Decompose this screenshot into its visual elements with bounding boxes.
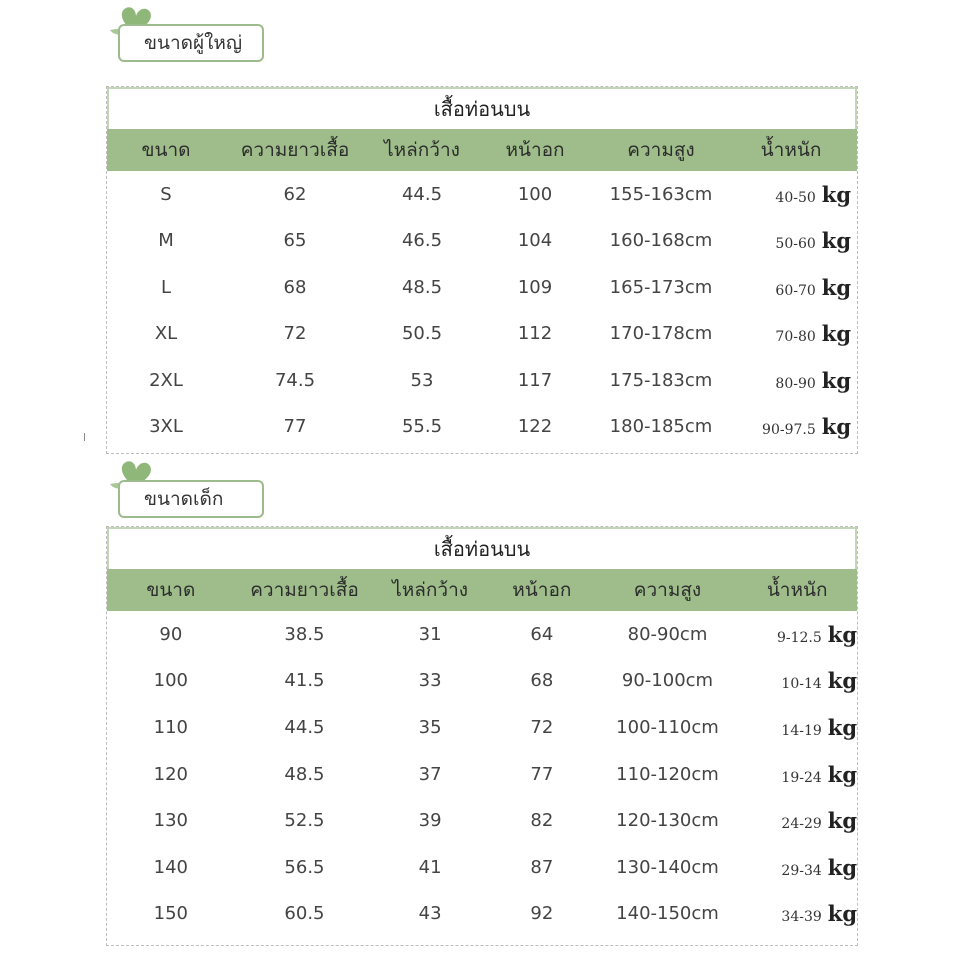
adult-size-table	[106, 86, 858, 454]
kids-rows	[107, 611, 857, 937]
weight-unit: kg	[827, 621, 857, 647]
table-row	[107, 844, 857, 891]
cell-size: 3XL	[149, 416, 183, 438]
header-shoulder: ไหล่กว้าง	[392, 579, 469, 601]
cell-height: 170-178cm	[609, 323, 713, 345]
cell-weight	[731, 321, 851, 346]
adult-table-title: เสื้อท่อนบน	[107, 87, 857, 129]
cell-size: XL	[154, 323, 178, 345]
cell-length: 38.5	[284, 623, 325, 645]
weight-range: 80-90	[775, 375, 816, 392]
weight-range: 34-39	[781, 909, 822, 926]
weight-range: 9-12.5	[776, 629, 822, 646]
cell-size: 2XL	[149, 369, 183, 391]
cell-weight	[737, 855, 857, 880]
cell-size: 140	[153, 856, 188, 878]
cell-height: 160-168cm	[609, 230, 713, 252]
weight-unit: kg	[827, 808, 857, 834]
cell-size: S	[160, 183, 172, 205]
cell-chest: 104	[517, 230, 553, 252]
cell-size: 100	[153, 670, 188, 692]
weight-unit: kg	[821, 228, 851, 254]
cell-shoulder: 35	[418, 716, 442, 738]
weight-range: 40-50	[775, 189, 816, 206]
cell-height: 140-150cm	[616, 903, 719, 925]
adult-rows	[107, 171, 857, 450]
cell-weight	[731, 368, 851, 393]
cell-length: 52.5	[284, 810, 325, 832]
adult-header-row	[107, 129, 857, 171]
stray-mark	[84, 433, 85, 441]
table-row	[107, 404, 857, 451]
kids-label: ขนาดเด็ก	[118, 480, 264, 518]
cell-shoulder: 43	[418, 903, 442, 925]
cell-height: 180-185cm	[609, 416, 713, 438]
cell-chest: 82	[530, 810, 554, 832]
adult-label: ขนาดผู้ใหญ่	[118, 24, 264, 62]
cell-weight	[737, 762, 857, 787]
weight-unit: kg	[827, 854, 857, 880]
cell-shoulder: 41	[418, 856, 442, 878]
weight-unit: kg	[821, 367, 851, 393]
weight-unit: kg	[821, 274, 851, 300]
cell-size: 150	[153, 903, 188, 925]
cell-weight	[737, 901, 857, 926]
cell-size: M	[158, 230, 174, 252]
table-row	[107, 218, 857, 265]
weight-range: 19-24	[781, 769, 822, 786]
cell-height: 175-183cm	[609, 369, 713, 391]
cell-length: 44.5	[284, 716, 325, 738]
cell-length: 77	[283, 416, 307, 438]
table-row	[107, 704, 857, 751]
cell-chest: 117	[517, 369, 553, 391]
cell-shoulder: 48.5	[401, 276, 443, 298]
weight-range: 60-70	[775, 282, 816, 299]
cell-height: 130-140cm	[616, 856, 719, 878]
cell-weight	[737, 668, 857, 693]
weight-unit: kg	[827, 761, 857, 787]
cell-height: 110-120cm	[616, 763, 719, 785]
cell-shoulder: 50.5	[401, 323, 443, 345]
cell-size: 90	[159, 623, 183, 645]
header-height: ความสูง	[627, 139, 695, 161]
kids-header-row	[107, 569, 857, 611]
table-row	[107, 751, 857, 798]
cell-shoulder: 46.5	[401, 230, 443, 252]
cell-chest: 68	[530, 670, 554, 692]
table-row	[107, 171, 857, 218]
cell-height: 100-110cm	[616, 716, 719, 738]
cell-height: 120-130cm	[616, 810, 719, 832]
cell-weight	[737, 622, 857, 647]
cell-length: 56.5	[284, 856, 325, 878]
cell-size: 120	[153, 763, 188, 785]
table-row	[107, 264, 857, 311]
cell-chest: 112	[517, 323, 553, 345]
header-chest: หน้าอก	[505, 139, 565, 161]
cell-chest: 100	[517, 183, 553, 205]
table-row	[107, 797, 857, 844]
weight-unit: kg	[827, 901, 857, 927]
cell-shoulder: 55.5	[401, 416, 443, 438]
cell-shoulder: 37	[418, 763, 442, 785]
header-size: ขนาด	[141, 139, 191, 161]
weight-range: 70-80	[775, 329, 816, 346]
cell-shoulder: 33	[418, 670, 442, 692]
weight-range: 50-60	[775, 236, 816, 253]
weight-range: 24-29	[781, 816, 822, 833]
header-size: ขนาด	[146, 579, 196, 601]
cell-length: 74.5	[274, 369, 316, 391]
kids-size-table	[106, 526, 858, 946]
cell-height: 165-173cm	[609, 276, 713, 298]
weight-range: 29-34	[781, 862, 822, 879]
cell-chest: 87	[530, 856, 554, 878]
cell-weight	[737, 808, 857, 833]
header-weight: น้ำหนัก	[760, 139, 822, 161]
header-shoulder: ไหล่กว้าง	[384, 139, 460, 161]
table-row	[107, 357, 857, 404]
weight-unit: kg	[821, 321, 851, 347]
cell-length: 62	[283, 183, 307, 205]
kids-table-title: เสื้อท่อนบน	[107, 527, 857, 569]
weight-unit: kg	[827, 714, 857, 740]
header-chest: หน้าอก	[512, 579, 572, 601]
cell-shoulder: 44.5	[401, 183, 443, 205]
cell-chest: 72	[530, 716, 554, 738]
cell-height: 80-90cm	[627, 623, 708, 645]
cell-weight	[737, 715, 857, 740]
cell-size: L	[160, 276, 172, 298]
table-row	[107, 658, 857, 705]
weight-unit: kg	[827, 668, 857, 694]
cell-height: 90-100cm	[621, 670, 714, 692]
cell-chest: 77	[530, 763, 554, 785]
cell-length: 48.5	[284, 763, 325, 785]
table-row	[107, 891, 857, 938]
header-height: ความสูง	[633, 579, 702, 601]
cell-length: 60.5	[284, 903, 325, 925]
cell-length: 41.5	[284, 670, 325, 692]
cell-weight	[731, 228, 851, 253]
cell-length: 68	[283, 276, 307, 298]
cell-weight	[731, 414, 851, 439]
table-row	[107, 611, 857, 658]
cell-size: 130	[153, 810, 188, 832]
cell-size: 110	[153, 716, 188, 738]
cell-length: 72	[283, 323, 307, 345]
header-weight: น้ำหนัก	[766, 579, 828, 601]
cell-chest: 64	[530, 623, 554, 645]
weight-range: 90-97.5	[762, 422, 816, 439]
cell-shoulder: 53	[410, 369, 434, 391]
header-length: ความยาวเสื้อ	[250, 579, 359, 601]
cell-shoulder: 39	[418, 810, 442, 832]
cell-weight	[731, 182, 851, 207]
weight-unit: kg	[821, 181, 851, 207]
cell-chest: 122	[517, 416, 553, 438]
table-row	[107, 311, 857, 358]
weight-range: 14-19	[781, 722, 822, 739]
cell-length: 65	[283, 230, 307, 252]
cell-chest: 109	[517, 276, 553, 298]
weight-range: 10-14	[781, 676, 822, 693]
header-length: ความยาวเสื้อ	[240, 139, 350, 161]
weight-unit: kg	[821, 414, 851, 440]
cell-chest: 92	[530, 903, 554, 925]
cell-height: 155-163cm	[609, 183, 713, 205]
cell-weight	[731, 275, 851, 300]
cell-shoulder: 31	[418, 623, 442, 645]
